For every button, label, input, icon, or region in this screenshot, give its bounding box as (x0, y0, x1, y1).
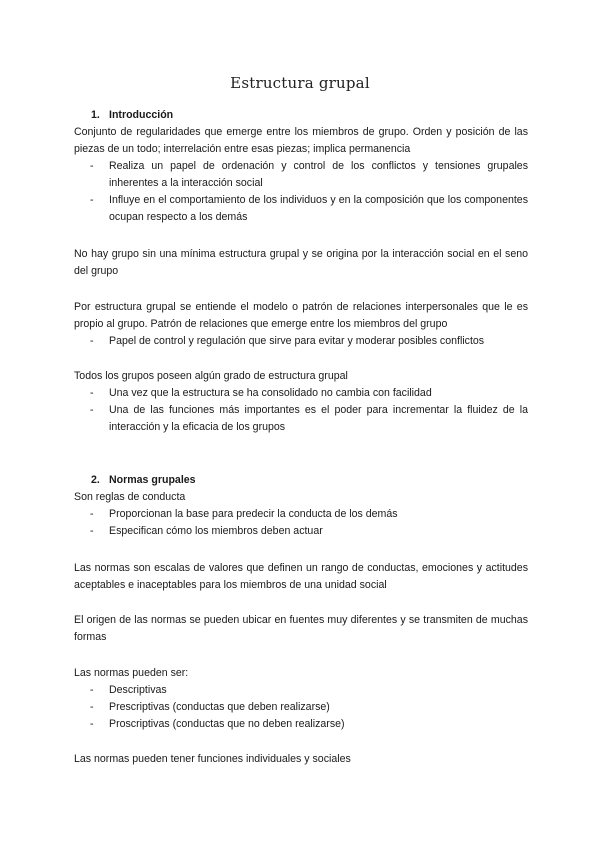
list-item: - Especifican cómo los miembros deben actuar (74, 523, 528, 540)
section-title: Normas grupales (109, 474, 196, 486)
section-1-para-3 (74, 299, 528, 333)
section-1-intro (74, 124, 528, 158)
bullet-dash-icon: - (90, 701, 94, 713)
bullet-dash-icon: - (90, 718, 94, 730)
bullet-dash-icon: - (90, 160, 94, 172)
section-1-para-4 (74, 368, 528, 385)
paragraph: Son reglas de conducta (74, 491, 186, 503)
section-2-para-3 (74, 612, 528, 646)
section-1-list-b (74, 333, 528, 350)
list-item: - Una de las funciones más importantes es el poder para incrementar la fluidez de la interacción y la eficacia de los grupos (90, 404, 528, 433)
paragraph: Las normas pueden tener funciones individuales y sociales (74, 753, 351, 765)
section-title: Introducción (109, 109, 174, 121)
section-2-heading (74, 472, 528, 489)
paragraph: Todos los grupos poseen algún grado de estructura grupal (74, 370, 348, 382)
bullet-dash-icon: - (90, 387, 94, 399)
list-item: - Prescriptivas (conductas que deben realizarse) (74, 699, 528, 716)
section-2-list-b (74, 682, 528, 733)
list-item: - Papel de control y regulación que sirve para evitar y moderar posibles conflictos (74, 333, 528, 350)
bullet-dash-icon: - (90, 508, 94, 520)
section-number: 1. (91, 109, 100, 121)
section-1-heading (74, 107, 528, 124)
section-2-list-a (74, 506, 528, 540)
section-1-list-a (74, 158, 528, 226)
document-title: Estructura grupal (230, 74, 370, 92)
list-item: - Realiza un papel de ordenación y control de los conflictos y tensiones grupales inherentes a la interacción social (90, 160, 528, 189)
bullet-dash-icon: - (90, 684, 94, 696)
section-number: 2. (91, 474, 100, 486)
section-1-list-c (74, 385, 528, 436)
list-item: - Influye en el comportamiento de los individuos y en la composición que los componentes ocupan respecto a los demás (90, 194, 528, 223)
paragraph: El origen de las normas se pueden ubicar en fuentes muy diferentes y se transmiten de muchas formas (74, 614, 528, 643)
list-item: - Proporcionan la base para predecir la conducta de los demás (74, 506, 528, 523)
bullet-dash-icon: - (90, 404, 94, 416)
paragraph: Conjunto de regularidades que emerge entre los miembros de grupo. Orden y posición de las piezas de un todo; interrelación entre esas piezas; implica permanencia (74, 126, 528, 155)
list-item: - Una vez que la estructura se ha consolidado no cambia con facilidad (74, 385, 528, 402)
bullet-dash-icon: - (90, 335, 94, 347)
bullet-dash-icon: - (90, 525, 94, 537)
section-2-para-4 (74, 665, 528, 682)
paragraph: Las normas son escalas de valores que definen un rango de conductas, emociones y actitudes aceptables e inaceptables para los miembros de una unidad social (74, 562, 528, 591)
paragraph: Por estructura grupal se entiende el modelo o patrón de relaciones interpersonales que le es propio al grupo. Patrón de relaciones que emerge entre los miembros del grupo (74, 301, 528, 330)
bullet-dash-icon: - (90, 194, 94, 206)
list-item: - Proscriptivas (conductas que no deben realizarse) (74, 716, 528, 733)
list-item: - Descriptivas (74, 682, 528, 699)
section-2-para-5 (74, 751, 528, 768)
section-2-para-2 (74, 560, 528, 594)
section-2-intro (74, 489, 528, 506)
paragraph: No hay grupo sin una mínima estructura grupal y se origina por la interacción social en el seno del grupo (74, 248, 528, 277)
section-1-para-2 (74, 246, 528, 280)
paragraph: Las normas pueden ser: (74, 667, 189, 679)
